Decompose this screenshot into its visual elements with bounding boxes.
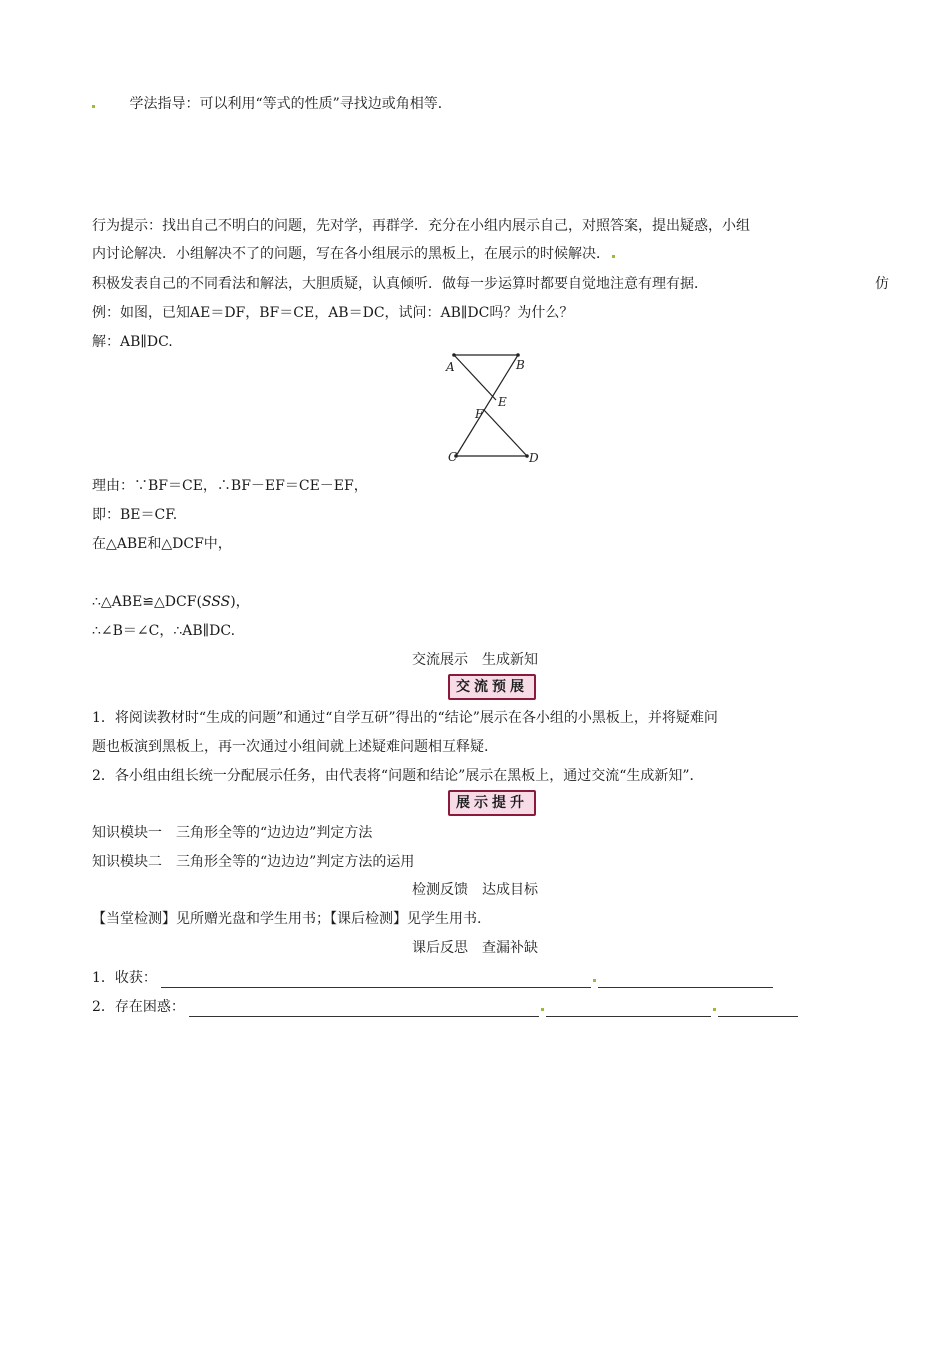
method-guide: 学法指导：可以利用“等式的性质”寻找边或角相等． — [90, 94, 452, 114]
behavior-tip-line-1: 行为提示：找出自己不明白的问题，先对学，再群学．充分在小组内展示自己，对照答案，提出疑惑，小组 — [92, 218, 750, 234]
label-d: D — [529, 451, 539, 465]
badge-exchange: 交流预展 — [448, 674, 536, 700]
confusion-blank-3[interactable] — [718, 1002, 798, 1017]
section-check-title: 检测反馈 达成目标 — [412, 882, 538, 898]
section-reflect-title: 课后反思 查漏补缺 — [412, 940, 538, 956]
marker-dot — [713, 1008, 716, 1011]
marker-dot — [92, 105, 95, 108]
behavior-tip-line-3: 积极发表自己的不同看法和解法，大胆质疑，认真倾听．做每一步运算时都要自觉地注意有理有据． — [92, 276, 708, 292]
imitate-label: 仿 — [875, 276, 889, 292]
proof-congruent: ∴△ABE≌△DCF(SSS)， — [92, 594, 250, 610]
harvest-blank[interactable] — [161, 973, 591, 988]
harvest-blank-2[interactable] — [598, 973, 773, 988]
exchange-item-2: 2．各小组由组长统一分配展示任务，由代表将“问题和结论”展示在黑板上，通过交流“生成新知”． — [92, 768, 704, 784]
label-a: A — [446, 360, 455, 374]
label-c: C — [448, 450, 458, 464]
proof-conclusion: ∴∠B＝∠C，∴AB∥DC. — [92, 623, 236, 639]
proof-that-is: 即：BE＝CF. — [92, 507, 178, 523]
section-exchange-title: 交流展示 生成新知 — [412, 652, 538, 668]
confusion-blank[interactable] — [189, 1002, 539, 1017]
exchange-item-1a: 1．将阅读教材时“生成的问题”和通过“自学互研”得出的“结论”展示在各小组的小黑板上，并将疑难问 — [92, 710, 718, 726]
geometry-figure — [430, 348, 560, 468]
example-question: 例：如图，已知AE＝DF，BF＝CE，AB＝DC，试问：AB∥DC吗？为什么？ — [92, 305, 574, 321]
badge-show: 展示提升 — [448, 790, 536, 816]
marker-dot — [541, 1008, 544, 1011]
reflect-harvest: 1．收获： — [92, 968, 773, 988]
confusion-blank-2[interactable] — [546, 1002, 711, 1017]
marker-dot — [593, 979, 596, 982]
label-b: B — [516, 358, 525, 372]
reflect-confusion: 2．存在困惑： — [92, 997, 798, 1017]
label-e: E — [498, 395, 507, 409]
proof-reason: 理由：∵BF＝CE，∴BF－EF＝CE－EF， — [92, 478, 368, 494]
proof-in-triangles: 在△ABE和△DCF中， — [92, 536, 232, 552]
exchange-item-1b: 题也板演到黑板上，再一次通过小组间就上述疑难问题相互释疑. — [92, 739, 489, 755]
marker-dot — [612, 255, 615, 258]
knowledge-module-2: 知识模块二 三角形全等的“边边边”判定方法的运用 — [92, 854, 415, 870]
check-line: 【当堂检测】见所赠光盘和学生用书；【课后检测】见学生用书. — [92, 911, 482, 927]
label-f: F — [475, 407, 484, 421]
solution-line: 解：AB∥DC. — [92, 334, 173, 350]
knowledge-module-1: 知识模块一 三角形全等的“边边边”判定方法 — [92, 825, 373, 841]
behavior-tip-line-2: 内讨论解决．小组解决不了的问题，写在各小组展示的黑板上，在展示的时候解决． — [92, 244, 617, 264]
